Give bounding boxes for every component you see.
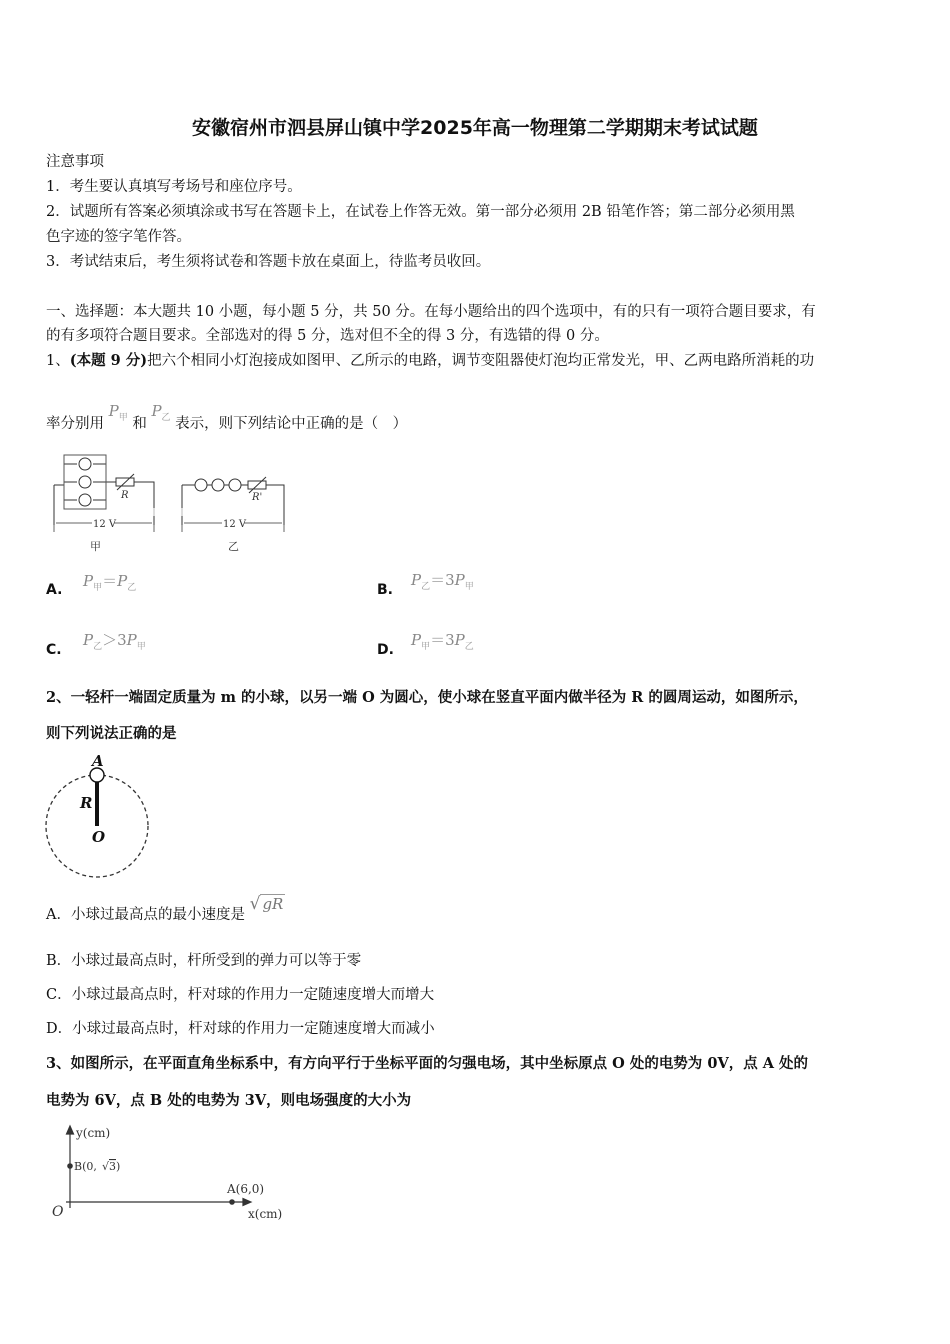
ball [90,768,104,782]
q3-coordinate-figure [46,1120,296,1228]
section1-line2: 的有多项符合题目要求。全部选对的得 5 分，选对但不全的得 3 分，有选错的得 0 分。 [46,328,609,344]
q2-option-b: B．小球过最高点时，杆所受到的弹力可以等于零 [46,953,362,969]
yi-label: 乙 [228,540,239,553]
origin-label: O [52,1204,64,1220]
q1-option-b-letter: B. [377,582,393,598]
q2-option-a-math: √ gR [249,894,284,914]
label-r: R [80,794,93,812]
y-axis-label: y(cm) [76,1126,111,1140]
q2-option-a: A．小球过最高点的最小速度是 √ gR [46,894,284,923]
q1-p-jia: $P_甲$ [108,402,128,423]
point-a [230,1200,234,1204]
point-b-label: B(0, [74,1160,97,1173]
q1-points: (本题 9 分) [69,352,148,369]
point-b-close: ) [116,1160,121,1173]
notice-item-2-cont: 色字迹的签字笔作答。 [46,229,191,245]
jia-bulb-3 [79,494,91,506]
point-a-label: A(6,0) [227,1182,265,1196]
notice-item-1: 1．考生要认真填写考场号和座位序号。 [46,179,302,195]
q1-option-b-formula: $P_乙=3P_甲$ [411,571,474,592]
q1-option-c-formula: $P_乙>3P_甲$ [83,631,146,652]
q1-text1: 把六个相同小灯泡接成如图甲、乙所示的电路，调节变阻器使灯泡均正常发光，甲、乙两电路所消耗的功 [147,353,815,369]
x-axis-label: x(cm) [248,1207,283,1221]
page-title: 安徽宿州市泗县屏山镇中学2025年高一物理第二学期期末考试试题 [192,117,758,139]
q1-line1 [46,351,814,371]
notice-heading: 注意事项 [46,154,104,170]
jia-rheostat-arrow [117,474,134,490]
terminal-marks [154,508,182,516]
jia-label: 甲 [90,540,101,553]
q2-line2: 则下列说法正确的是 [46,725,177,742]
q3-line1: 3、如图所示，在平面直角坐标系中，有方向平行于坐标平面的匀强电场，其中坐标原点 O 处的电势为 0V，点 A 处的 [46,1055,809,1072]
q1-option-d-letter: D. [377,642,394,658]
jia-bulb-1 [79,458,91,470]
q1-option-a-letter: A. [46,582,63,598]
q1-option-c-letter: C. [46,642,62,658]
notice-item-3: 3．考试结束后，考生须将试卷和答题卡放在桌面上，待监考员收回。 [46,254,491,270]
q2-circle-figure [44,752,154,880]
point-b-sqrt-value: 3 [109,1160,116,1173]
jia-voltage-label: 12 V [93,519,117,530]
q1-circuit-figure [44,450,294,555]
y-axis-arrow [67,1126,74,1134]
x-axis-arrow [243,1199,251,1206]
notice-item-2: 2．试题所有答案必须填涂或书写在答题卡上，在试卷上作答无效。第一部分必须用 2B 铅笔作答；第二部分必须用黑 [46,204,795,220]
q1-text2a: 率分别用 [46,416,104,432]
jia-res-label: R [121,490,129,501]
q1-and: 和 [132,416,147,432]
q2-option-d: D．小球过最高点时，杆对球的作用力一定随速度增大而减小 [46,1021,435,1037]
yi-voltage-label: 12 V [223,519,247,530]
q2-option-c: C．小球过最高点时，杆对球的作用力一定随速度增大而增大 [46,987,435,1003]
point-b-sqrt-symbol: √ [102,1160,110,1173]
yi-res-label: R' [252,492,263,503]
q1-option-a-formula: $P_甲=P_乙$ [83,572,137,593]
q1-line2 [46,402,408,440]
jia-bulb-2 [79,476,91,488]
yi-bulb-3 [229,479,241,491]
label-a: A [92,752,104,770]
point-b [68,1164,72,1168]
label-o: O [92,828,106,846]
yi-bulb-2 [212,479,224,491]
q2-line1: 2、一轻杆一端固定质量为 m 的小球，以另一端 O 为圆心，使小球在竖直平面内做半径为 R 的圆周运动，如图所示， [46,689,808,706]
yi-bulb-1 [195,479,207,491]
q1-option-d-formula: $P_甲=3P_乙$ [411,631,474,652]
section1-line1: 一、选择题：本大题共 10 小题，每小题 5 分，共 50 分。在每小题给出的四个选项中，有的只有一项符合题目要求，有 [46,304,816,320]
yi-rheostat-arrow [249,477,266,493]
q1-text2b: 表示，则下列结论中正确的是（ ） [175,416,408,432]
q3-line2: 电势为 6V，点 B 处的电势为 3V，则电场强度的大小为 [46,1092,412,1109]
q1-prefix: 1、 [46,353,70,369]
jia-left-wires [54,464,77,532]
q1-p-yi: $P_乙$ [151,402,171,423]
